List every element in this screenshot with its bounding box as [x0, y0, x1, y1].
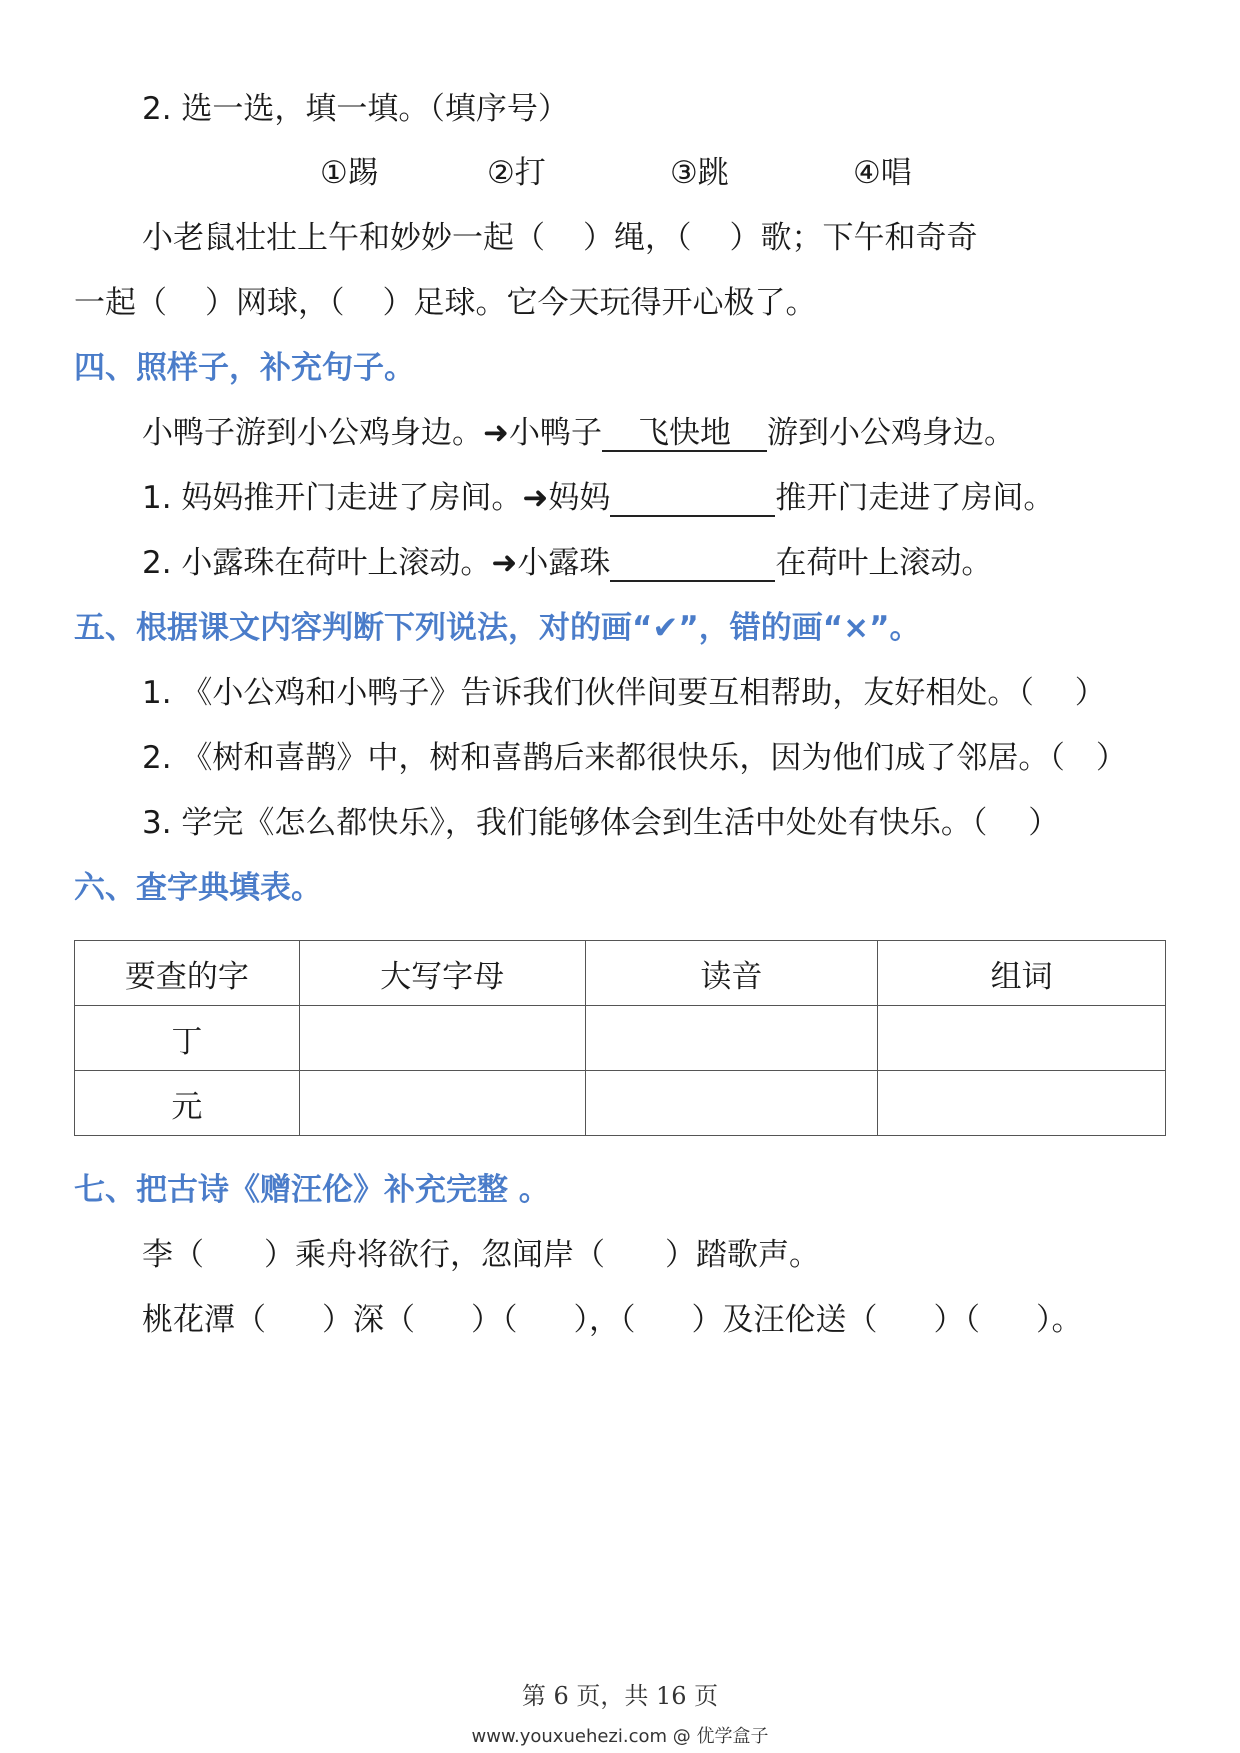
q2-text: 一起（ [74, 285, 167, 321]
option-4: ④唱 [853, 155, 912, 191]
poem-line-1 [142, 1235, 820, 1275]
lookup-char: 丁 [75, 1006, 300, 1071]
poem-text: ）。 [1036, 1302, 1083, 1338]
section-4-heading: 四、照样子，补充句子。 [74, 350, 415, 386]
answer-cell[interactable] [585, 1071, 878, 1136]
source-watermark: www.youxuehezi.com @ 优学盒子 [471, 1726, 769, 1747]
q2-text: ）足球。它今天玩得开心极了。 [382, 285, 817, 321]
poem-text: ）（ [933, 1302, 980, 1338]
s5-item-2: 2. 《树和喜鹊》中，树和喜鹊后来都很快乐，因为他们成了邻居。（ ） [142, 740, 1127, 776]
q2-paragraph-line1 [142, 218, 978, 258]
s4-item-2 [142, 543, 992, 583]
option-3: ③跳 [670, 155, 729, 191]
table-row [75, 1006, 1166, 1071]
section-5-heading: 五、根据课文内容判断下列说法，对的画“✔”，错的画“×”。 [74, 610, 921, 646]
s4-text: 1. 妈妈推开门走进了房间。➜妈妈 [142, 480, 611, 516]
poem-text: 李（ [142, 1237, 204, 1273]
poem-text: 桃花潭（ [142, 1302, 266, 1338]
table-row [75, 1071, 1166, 1136]
poem-line-2 [142, 1300, 1083, 1340]
option-2: ②打 [487, 155, 546, 191]
answer-underline[interactable] [610, 546, 775, 582]
page-number: 第 6 页，共 16 页 [521, 1682, 719, 1710]
table-header: 大写字母 [299, 941, 585, 1006]
q2-text: 小老鼠壮壮上午和妙妙一起（ [142, 220, 545, 256]
s5-item-3: 3. 学完《怎么都快乐》，我们能够体会到生活中处处有快乐。（ ） [142, 805, 1060, 841]
poem-text: ）踏歌声。 [665, 1237, 820, 1273]
option-1: ①踢 [320, 155, 379, 191]
answer-cell[interactable] [585, 1006, 878, 1071]
answer-underline[interactable] [610, 481, 775, 517]
poem-text: ），（ [573, 1302, 636, 1338]
s4-text: 在荷叶上滚动。 [775, 545, 993, 581]
section-7-heading: 七、把古诗《赠汪伦》补充完整 。 [74, 1172, 550, 1208]
s5-item-1: 1. 《小公鸡和小鸭子》告诉我们伙伴间要互相帮助，友好相处。（ ） [142, 675, 1106, 711]
answer-cell[interactable] [878, 1071, 1166, 1136]
section-6-heading: 六、查字典填表。 [74, 870, 322, 906]
table-header-row [75, 941, 1166, 1006]
s4-text: 游到小公鸡身边。 [766, 415, 1015, 451]
poem-text: ）乘舟将欲行，忽闻岸（ [264, 1237, 605, 1273]
q2-text: ）绳，（ [583, 220, 692, 256]
s4-example [142, 413, 1015, 453]
q2-text: ）歌；下午和奇奇 [729, 220, 978, 256]
q2-title: 2. 选一选，填一填。（填序号） [142, 91, 569, 127]
q2-paragraph-line2 [74, 283, 817, 323]
q2-text: ）网球，（ [205, 285, 345, 321]
example-fill: 飞快地 [602, 416, 767, 452]
answer-cell[interactable] [299, 1006, 585, 1071]
lookup-char: 元 [75, 1071, 300, 1136]
table-header: 组词 [878, 941, 1166, 1006]
poem-text: ）及汪伦送（ [691, 1302, 878, 1338]
poem-text: ）（ [471, 1302, 518, 1338]
answer-cell[interactable] [878, 1006, 1166, 1071]
dictionary-table [74, 940, 1166, 1136]
table-header: 要查的字 [75, 941, 300, 1006]
s4-text: 小鸭子游到小公鸡身边。➜小鸭子 [142, 415, 602, 451]
poem-text: ）深（ [322, 1302, 415, 1338]
s4-text: 2. 小露珠在荷叶上滚动。➜小露珠 [142, 545, 611, 581]
answer-cell[interactable] [299, 1071, 585, 1136]
s4-item-1 [142, 478, 1054, 518]
table-header: 读音 [585, 941, 878, 1006]
s4-text: 推开门走进了房间。 [775, 480, 1055, 516]
